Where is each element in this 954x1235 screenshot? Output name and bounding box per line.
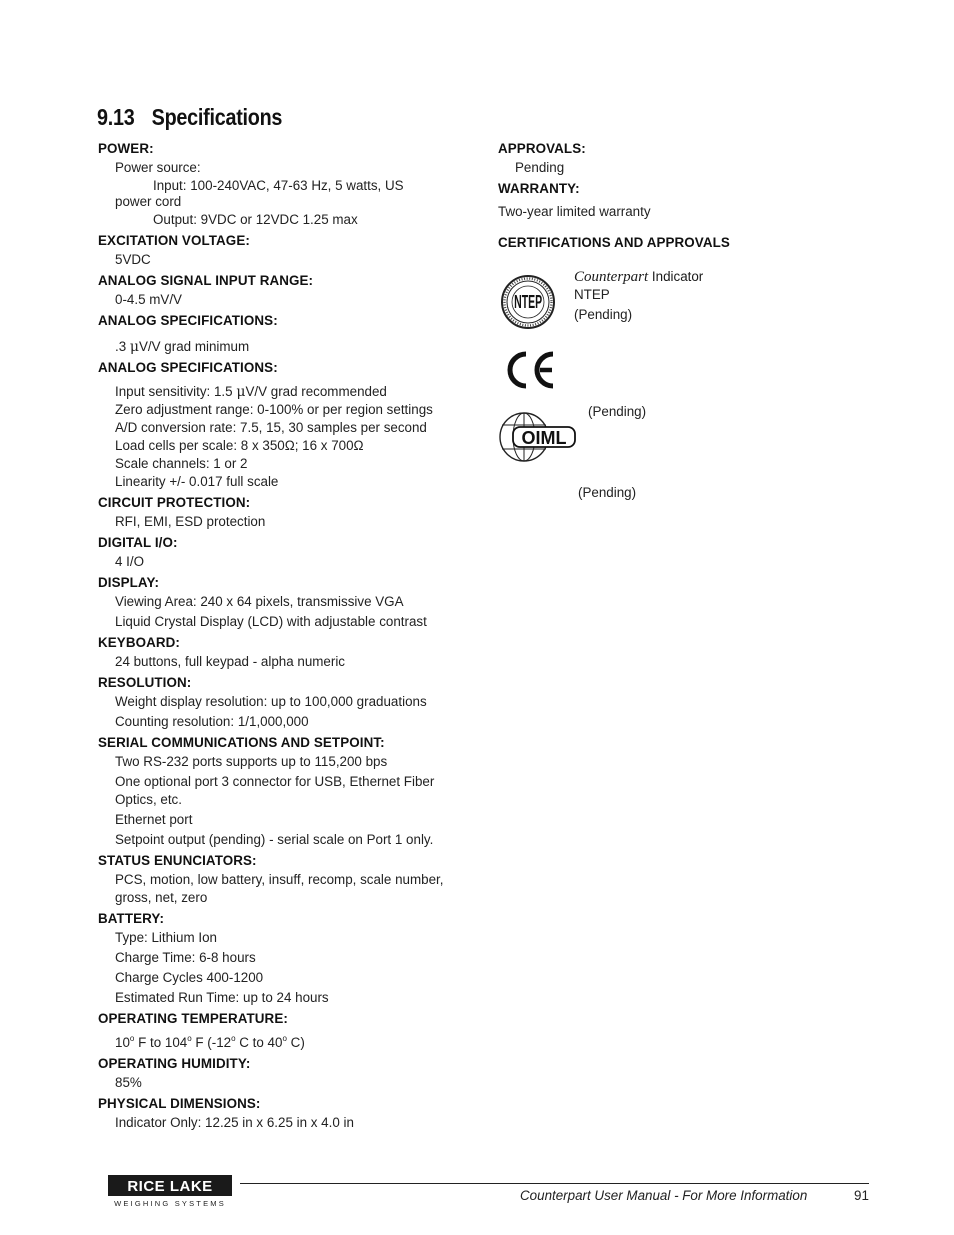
indicator-word: Indicator <box>648 269 704 284</box>
serial-heading: SERIAL COMMUNICATIONS AND SETPOINT: <box>98 735 385 750</box>
temp-b: F to 104 <box>134 1035 188 1050</box>
display-area: Viewing Area: 240 x 64 pixels, transmissive VGA <box>115 594 404 609</box>
digital-heading: DIGITAL I/O: <box>98 535 178 550</box>
footer-doc-title: Counterpart User Manual - For More Information <box>520 1188 808 1203</box>
counting-resolution: Counting resolution: 1/1,000,000 <box>115 714 309 729</box>
humidity-value: 85% <box>115 1075 142 1090</box>
battery-heading: BATTERY: <box>98 911 165 926</box>
certifications-block <box>498 232 798 321</box>
degree-sup: o <box>187 1034 192 1043</box>
operating-temp-heading: OPERATING TEMPERATURE: <box>98 1011 288 1026</box>
brand-subtitle: WEIGHING SYSTEMS <box>114 1199 226 1208</box>
section-number: 9.13 <box>97 104 135 130</box>
serial-optional-port: One optional port 3 connector for USB, Ethernet Fiber <box>115 774 435 789</box>
page-number: 91 <box>854 1188 869 1203</box>
analog-range-heading: ANALOG SIGNAL INPUT RANGE: <box>98 273 314 288</box>
battery-run-time: Estimated Run Time: up to 24 hours <box>115 990 329 1005</box>
left-spec-column <box>98 137 463 1132</box>
scale-channels: Scale channels: 1 or 2 <box>115 456 248 471</box>
power-cord: power cord <box>115 194 182 209</box>
display-lcd: Liquid Crystal Display (LCD) with adjustable contrast <box>115 614 427 629</box>
ce-mark-icon <box>504 350 558 390</box>
temp-d: C to 40 <box>235 1035 283 1050</box>
load-cells: Load cells per scale: 8 x 350Ω; 16 x 700Ω <box>115 438 364 453</box>
power-source: Power source: <box>115 160 201 175</box>
ce-status: (Pending) <box>588 404 647 419</box>
micro-symbol: μ <box>236 384 246 400</box>
linearity: Linearity +/- 0.017 full scale <box>115 474 279 489</box>
battery-type: Type: Lithium Ion <box>115 930 217 945</box>
keyboard-value: 24 buttons, full keypad - alpha numeric <box>115 654 346 669</box>
approvals-value: Pending <box>515 160 565 175</box>
battery-charge-time: Charge Time: 6-8 hours <box>115 950 256 965</box>
warranty-heading: WARRANTY: <box>498 181 580 196</box>
serial-rs232: Two RS-232 ports supports up to 115,200 bps <box>115 754 388 769</box>
battery-charge-cycles: Charge Cycles 400-1200 <box>115 970 264 985</box>
resolution-heading: RESOLUTION: <box>98 675 192 690</box>
zero-adjustment: Zero adjustment range: 0-100% or per region settings <box>115 402 433 417</box>
degree-sup: o <box>129 1034 135 1043</box>
analog-spec-heading-1: ANALOG SPECIFICATIONS: <box>98 313 278 328</box>
analog-range-value: 0-4.5 mV/V <box>115 292 182 307</box>
oiml-logo-icon <box>499 410 577 464</box>
oiml-status: (Pending) <box>578 485 637 500</box>
counterpart-indicator-label <box>574 269 703 286</box>
analog-spec-heading-2: ANALOG SPECIFICATIONS: <box>98 360 278 375</box>
temp-e: C) <box>286 1035 305 1050</box>
humidity-heading: OPERATING HUMIDITY: <box>98 1056 251 1071</box>
ntep-info <box>574 286 632 324</box>
circuit-value: RFI, EMI, ESD protection <box>115 514 266 529</box>
temp-a: 10 <box>115 1035 130 1050</box>
oiml-logo-text: OIML <box>521 428 567 448</box>
status-line-2: gross, net, zero <box>115 890 208 905</box>
approvals-heading: APPROVALS: <box>498 141 586 156</box>
ntep-seal-icon <box>500 273 556 331</box>
sens-post: V/V grad recommended <box>245 384 387 399</box>
serial-ethernet: Ethernet port <box>115 812 193 827</box>
micro-symbol: μ <box>129 339 139 355</box>
weight-resolution: Weight display resolution: up to 100,000 graduations <box>115 694 427 709</box>
power-heading: POWER: <box>98 141 154 156</box>
ntep-row <box>498 251 798 321</box>
dimensions-value: Indicator Only: 12.25 in x 6.25 in x 4.0 in <box>115 1115 354 1130</box>
excitation-heading: EXCITATION VOLTAGE: <box>98 233 250 248</box>
brand-name: RICE LAKE <box>127 1178 213 1195</box>
operating-temp-value <box>98 1034 463 1052</box>
keyboard-heading: KEYBOARD: <box>98 635 180 650</box>
circuit-heading: CIRCUIT PROTECTION: <box>98 495 251 510</box>
rice-lake-logo <box>108 1175 238 1209</box>
warranty-value: Two-year limited warranty <box>498 204 651 219</box>
temp-c: F (-12 <box>191 1035 232 1050</box>
digital-value: 4 I/O <box>115 554 145 569</box>
ntep-logo-text: NTEP <box>514 292 543 314</box>
display-heading: DISPLAY: <box>98 575 160 590</box>
ntep-label: NTEP <box>574 287 610 302</box>
status-line-1: PCS, motion, low battery, insuff, recomp, scale number, <box>115 872 444 887</box>
input-sensitivity <box>98 383 463 401</box>
certifications-heading: CERTIFICATIONS AND APPROVALS <box>498 235 730 250</box>
degree-sup: o <box>231 1034 236 1043</box>
ntep-status: (Pending) <box>574 307 633 322</box>
footer-rule <box>240 1183 869 1184</box>
dimensions-heading: PHYSICAL DIMENSIONS: <box>98 1096 261 1111</box>
power-output: Output: 9VDC or 12VDC 1.25 max <box>153 212 358 227</box>
grad-min-post: V/V grad minimum <box>139 339 250 354</box>
serial-setpoint: Setpoint output (pending) - serial scale on Port 1 only. <box>115 832 434 847</box>
section-heading: Specifications <box>151 104 283 130</box>
right-spec-column <box>498 137 778 221</box>
grad-minimum <box>98 338 463 356</box>
serial-optional-port-cont: Optics, etc. <box>115 792 182 807</box>
power-input: Input: 100-240VAC, 47-63 Hz, 5 watts, US <box>153 178 404 193</box>
ad-conversion-rate: A/D conversion rate: 7.5, 15, 30 samples per second <box>115 420 427 435</box>
excitation-value: 5VDC <box>115 252 151 267</box>
counterpart-italic: Counterpart <box>574 269 649 285</box>
degree-sup: o <box>282 1034 287 1043</box>
grad-min-pre: .3 <box>115 339 130 354</box>
status-heading: STATUS ENUNCIATORS: <box>98 853 257 868</box>
sens-pre: Input sensitivity: 1.5 <box>115 384 237 399</box>
section-title <box>97 104 282 131</box>
